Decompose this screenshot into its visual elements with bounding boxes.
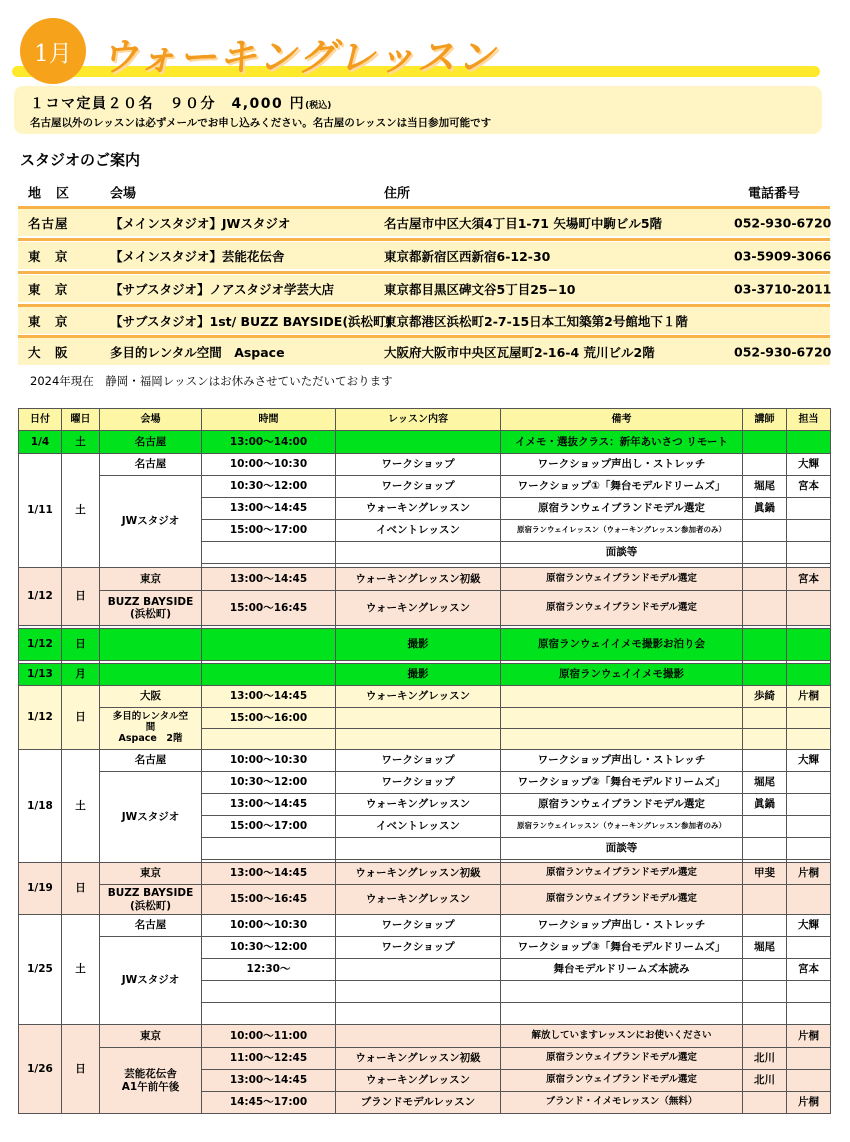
studio-area: 東 京 [28, 248, 69, 264]
instructor-cell [743, 542, 787, 564]
instructor-cell [743, 629, 787, 661]
table-row [19, 591, 831, 626]
studio-address: 名古屋市中区大須4丁目1-71 矢場町中駒ビル5階 [384, 215, 663, 231]
venue-line: BUZZ BAYSIDE [107, 887, 194, 900]
time-cell: 15:00～16:45 [202, 885, 336, 915]
staff-cell [787, 520, 831, 542]
lesson-cell: ワークショップ [336, 476, 501, 498]
venue-cell [100, 885, 202, 915]
studio-row [18, 209, 830, 236]
note-cell: 原宿ランウェイブランドモデル選定 [501, 591, 743, 626]
instructor-cell [743, 454, 787, 476]
info-box [14, 86, 822, 134]
studio-venue: 多目的レンタル空間 Aspace [110, 344, 285, 360]
weekday-cell: 日 [62, 1025, 100, 1114]
venue-cell: 東京 [100, 1025, 202, 1048]
instructor-cell [743, 520, 787, 542]
time-cell: 10:00～10:30 [202, 915, 336, 937]
lesson-cell [336, 981, 501, 1003]
time-cell [202, 838, 336, 860]
instructor-cell [743, 750, 787, 772]
time-cell: 13:00～14:00 [202, 431, 336, 454]
note-cell: 面談等 [501, 838, 743, 860]
staff-cell [787, 664, 831, 686]
instructor-cell [743, 1092, 787, 1114]
col-tel: 電話番号 [748, 186, 801, 202]
table-row [19, 863, 831, 885]
time-cell: 13:00～14:45 [202, 794, 336, 816]
note-cell: ワークショップ声出し・ストレッチ [501, 454, 743, 476]
venue-cell: 大阪 [100, 686, 202, 708]
col-date: 日付 [19, 409, 62, 431]
note-cell [501, 708, 743, 729]
studio-row [18, 275, 830, 302]
col-area: 地 区 [28, 186, 71, 202]
lesson-cell: ワークショップ [336, 915, 501, 937]
lesson-cell: ブランドモデルレッスン [336, 1092, 501, 1114]
studio-address: 東京都新宿区西新宿6-12-30 [384, 248, 551, 264]
lesson-cell [336, 1003, 501, 1025]
instructor-cell: 甲斐 [743, 863, 787, 885]
staff-cell [787, 708, 831, 729]
table-row [19, 937, 831, 959]
instructor-cell [743, 708, 787, 729]
note-cell: 原宿ランウェイブランドモデル選定 [501, 863, 743, 885]
weekday-cell: 土 [62, 915, 100, 1025]
lesson-cell: ウォーキングレッスン [336, 794, 501, 816]
staff-cell [787, 729, 831, 750]
note-cell: ワークショップ声出し・ストレッチ [501, 750, 743, 772]
instructor-cell: 歩綺 [743, 686, 787, 708]
time-cell: 11:00～12:45 [202, 1048, 336, 1070]
staff-cell [787, 1003, 831, 1025]
weekday-cell: 土 [62, 431, 100, 454]
venue-line: 多目的レンタル空 [112, 711, 189, 723]
note-cell: 解放していますレッスンにお使いください [501, 1025, 743, 1048]
note-cell: 面談等 [501, 542, 743, 564]
instructor-cell [743, 1003, 787, 1025]
time-cell: 15:00～17:00 [202, 520, 336, 542]
staff-cell: 大輝 [787, 915, 831, 937]
instructor-cell: 北川 [743, 1070, 787, 1092]
weekday-cell: 土 [62, 454, 100, 568]
venue-cell: 名古屋 [100, 915, 202, 937]
tax-label: (税込) [305, 101, 332, 111]
note-cell [501, 686, 743, 708]
venue-line: BUZZ BAYSIDE [107, 595, 194, 608]
staff-cell [787, 838, 831, 860]
instructor-cell [743, 431, 787, 454]
lesson-cell [336, 431, 501, 454]
lesson-cell: ウォーキングレッスン初級 [336, 568, 501, 591]
note-cell: 原宿ランウェイレッスン（ウォーキングレッスン参加者のみ） [501, 816, 743, 838]
time-cell [202, 981, 336, 1003]
note-cell: ワークショップ声出し・ストレッチ [501, 915, 743, 937]
studio-table-header [18, 178, 830, 206]
studio-tel: 052-930-6720 [734, 215, 832, 230]
instructor-cell [743, 959, 787, 981]
table-row [19, 686, 831, 708]
instructor-cell: 眞鍋 [743, 498, 787, 520]
note-cell: 原宿ランウェイブランドモデル選定 [501, 1048, 743, 1070]
time-cell: 15:00～16:45 [202, 591, 336, 626]
instructor-cell [743, 1025, 787, 1048]
month-badge [20, 18, 86, 84]
col-venue: 会場 [100, 409, 202, 431]
staff-cell [787, 937, 831, 959]
venue-cell [100, 708, 202, 750]
staff-cell [787, 816, 831, 838]
lesson-cell: ワークショップ [336, 454, 501, 476]
weekday-cell: 日 [62, 863, 100, 915]
time-cell [202, 1003, 336, 1025]
studio-area: 大 阪 [28, 344, 69, 360]
instructor-cell: 堀尾 [743, 772, 787, 794]
staff-cell [787, 591, 831, 626]
venue-cell: 名古屋 [100, 431, 202, 454]
lesson-cell: ウォーキングレッスン [336, 686, 501, 708]
lesson-cell: ウォーキングレッスン初級 [336, 1048, 501, 1070]
lesson-cell [336, 959, 501, 981]
col-notes: 備考 [501, 409, 743, 431]
time-cell [202, 629, 336, 661]
venue-line: (浜松町) [129, 608, 172, 620]
price-text: １コマ定員２０名 ９０分 4,000 円 [30, 96, 306, 112]
note-cell: ブランド・イメモレッスン（無料） [501, 1092, 743, 1114]
col-instructor: 講師 [743, 409, 787, 431]
venue-cell: 名古屋 [100, 750, 202, 772]
lesson-cell [336, 708, 501, 729]
venue-cell [100, 591, 202, 626]
date-cell: 1/11 [19, 454, 62, 568]
note-cell: ワークショップ③「舞台モデルドリームズ」 [501, 937, 743, 959]
weekday-cell: 日 [62, 568, 100, 626]
divider [18, 271, 830, 274]
staff-cell [787, 542, 831, 564]
lesson-cell: 撮影 [336, 629, 501, 661]
table-row [19, 1025, 831, 1048]
time-cell: 10:30～12:00 [202, 476, 336, 498]
weekday-cell: 月 [62, 664, 100, 686]
staff-cell: 宮本 [787, 959, 831, 981]
venue-cell: 東京 [100, 568, 202, 591]
col-staff: 担当 [787, 409, 831, 431]
staff-cell [787, 772, 831, 794]
staff-cell: 片桐 [787, 863, 831, 885]
schedule-table [18, 408, 831, 1114]
staff-cell [787, 885, 831, 915]
time-cell: 15:00～16:00 [202, 708, 336, 729]
time-cell: 13:00～14:45 [202, 498, 336, 520]
time-cell: 10:30～12:00 [202, 772, 336, 794]
time-cell: 13:00～14:45 [202, 1070, 336, 1092]
studio-area: 東 京 [28, 281, 69, 297]
weekday-cell: 日 [62, 629, 100, 661]
venue-line: 間 [145, 722, 156, 734]
instructor-cell [743, 568, 787, 591]
studio-row [18, 242, 830, 269]
studio-row [18, 338, 830, 365]
note-cell: ワークショップ①「舞台モデルドリームズ」 [501, 476, 743, 498]
time-cell: 10:30～12:00 [202, 937, 336, 959]
instructor-cell [743, 591, 787, 626]
studio-area: 名古屋 [28, 215, 69, 231]
staff-cell: 片桐 [787, 686, 831, 708]
instructor-cell: 堀尾 [743, 476, 787, 498]
note-cell: 原宿ランウェイブランドモデル選定 [501, 1070, 743, 1092]
studio-address: 東京都港区浜松町2-7-15日本工知築第2号館地下１階 [384, 313, 688, 329]
time-cell: 13:00～14:45 [202, 863, 336, 885]
table-row [19, 1048, 831, 1070]
closure-notice: 2024年現在 静岡・福岡レッスンはお休みさせていただいております [30, 374, 393, 388]
staff-cell [787, 431, 831, 454]
table-row [19, 454, 831, 476]
venue-cell [100, 1048, 202, 1114]
lesson-cell: ワークショップ [336, 750, 501, 772]
date-cell: 1/4 [19, 431, 62, 454]
lesson-cell: イベントレッスン [336, 816, 501, 838]
venue-cell [100, 664, 202, 686]
price-line [30, 93, 331, 113]
lesson-cell: ワークショップ [336, 937, 501, 959]
venue-line: (浜松町) [129, 899, 172, 912]
lesson-cell: ウォーキングレッスン [336, 591, 501, 626]
venue-cell [100, 629, 202, 661]
staff-cell [787, 981, 831, 1003]
note-cell: 原宿ランウェイブランドモデル選定 [501, 885, 743, 915]
staff-cell: 片桐 [787, 1025, 831, 1048]
staff-cell [787, 1048, 831, 1070]
col-weekday: 曜日 [62, 409, 100, 431]
time-cell [202, 664, 336, 686]
time-cell: 14:45～17:00 [202, 1092, 336, 1114]
lesson-cell: ウォーキングレッスン [336, 1070, 501, 1092]
note-cell: 原宿ランウェイイメモ撮影 [501, 664, 743, 686]
venue-cell: 名古屋 [100, 454, 202, 476]
studio-venue: 【サブスタジオ】ノアスタジオ学芸大店 [110, 281, 335, 297]
staff-cell [787, 629, 831, 661]
date-cell: 1/13 [19, 664, 62, 686]
studio-heading: スタジオのご案内 [20, 151, 141, 169]
note-cell [501, 981, 743, 1003]
studio-venue: 【サブスタジオ】1st/ BUZZ BAYSIDE(浜松町) [110, 313, 392, 329]
time-cell: 10:00～11:00 [202, 1025, 336, 1048]
venue-cell: JWスタジオ [100, 476, 202, 568]
col-address: 住所 [384, 186, 411, 202]
time-cell [202, 729, 336, 750]
staff-cell: 片桐 [787, 1092, 831, 1114]
lesson-cell [336, 1025, 501, 1048]
instructor-cell: 眞鍋 [743, 794, 787, 816]
time-cell [202, 542, 336, 564]
venue-line: Aspace 2階 [118, 732, 183, 744]
note-cell: 原宿ランウェイブランドモデル選定 [501, 498, 743, 520]
table-row [19, 431, 831, 454]
weekday-cell: 日 [62, 686, 100, 750]
note-cell: 原宿ランウェイレッスン（ウォーキングレッスン参加者のみ） [501, 520, 743, 542]
venue-cell: JWスタジオ [100, 937, 202, 1025]
table-row [19, 568, 831, 591]
time-cell: 13:00～14:45 [202, 686, 336, 708]
staff-cell [787, 1070, 831, 1092]
col-lesson: レッスン内容 [336, 409, 501, 431]
date-cell: 1/18 [19, 750, 62, 863]
date-cell: 1/26 [19, 1025, 62, 1114]
staff-cell [787, 498, 831, 520]
venue-cell: JWスタジオ [100, 772, 202, 863]
lesson-cell [336, 542, 501, 564]
instructor-cell [743, 816, 787, 838]
application-note: 名古屋以外のレッスンは必ずメールでお申し込みください。名古屋のレッスンは当日参加可能です [30, 117, 492, 129]
time-cell: 12:30～ [202, 959, 336, 981]
instructor-cell: 堀尾 [743, 937, 787, 959]
table-row [19, 476, 831, 498]
venue-cell: 東京 [100, 863, 202, 885]
divider [18, 238, 830, 241]
note-cell [501, 729, 743, 750]
instructor-cell [743, 729, 787, 750]
time-cell: 15:00～17:00 [202, 816, 336, 838]
instructor-cell [743, 915, 787, 937]
date-cell: 1/25 [19, 915, 62, 1025]
lesson-cell: ウォーキングレッスン [336, 885, 501, 915]
staff-cell: 宮本 [787, 476, 831, 498]
instructor-cell [743, 885, 787, 915]
instructor-cell: 北川 [743, 1048, 787, 1070]
schedule-header-row [19, 409, 831, 431]
lesson-cell: ウォーキングレッスン [336, 498, 501, 520]
page-title: ウォーキングレッスン [100, 34, 497, 79]
studio-tel: 03-5909-3066 [734, 248, 832, 263]
studio-venue: 【メインスタジオ】JWスタジオ [110, 215, 291, 231]
studio-row [18, 307, 830, 334]
time-cell: 13:00～14:45 [202, 568, 336, 591]
staff-cell: 宮本 [787, 568, 831, 591]
lesson-cell: イベントレッスン [336, 520, 501, 542]
lesson-cell: ワークショップ [336, 772, 501, 794]
venue-line: 芸能花伝舎 [124, 1068, 177, 1081]
note-cell: イメモ・選抜クラス：新年あいさつ リモート [501, 431, 743, 454]
month-label: 1月 [34, 40, 72, 67]
studio-address: 東京都目黒区碑文谷5丁目25−10 [384, 281, 576, 297]
studio-tel: 052-930-6720 [734, 344, 832, 359]
studio-venue: 【メインスタジオ】芸能花伝舎 [110, 248, 285, 264]
staff-cell: 大輝 [787, 750, 831, 772]
weekday-cell: 土 [62, 750, 100, 863]
venue-line: A1午前午後 [121, 1080, 180, 1093]
studio-tel: 03-3710-2011 [734, 281, 832, 296]
studio-address: 大阪府大阪市中央区瓦屋町2-16-4 荒川ビル2階 [384, 344, 655, 360]
col-time: 時間 [202, 409, 336, 431]
note-cell: 舞台モデルドリームズ本読み [501, 959, 743, 981]
lesson-cell [336, 838, 501, 860]
lesson-cell: 撮影 [336, 664, 501, 686]
date-cell: 1/12 [19, 568, 62, 626]
table-row [19, 915, 831, 937]
table-row [19, 885, 831, 915]
time-cell: 10:00～10:30 [202, 454, 336, 476]
instructor-cell [743, 838, 787, 860]
table-row [19, 664, 831, 686]
note-cell: 原宿ランウェイイメモ撮影お泊り会 [501, 629, 743, 661]
table-row [19, 629, 831, 661]
instructor-cell [743, 981, 787, 1003]
date-cell: 1/19 [19, 863, 62, 915]
date-cell: 1/12 [19, 686, 62, 750]
note-cell: 原宿ランウェイブランドモデル選定 [501, 794, 743, 816]
staff-cell [787, 794, 831, 816]
table-row [19, 750, 831, 772]
note-cell [501, 1003, 743, 1025]
note-cell: 原宿ランウェイブランドモデル選定 [501, 568, 743, 591]
note-cell: ワークショップ②「舞台モデルドリームズ」 [501, 772, 743, 794]
table-row [19, 772, 831, 794]
date-cell: 1/12 [19, 629, 62, 661]
studio-area: 東 京 [28, 313, 69, 329]
lesson-cell: ウォーキングレッスン初級 [336, 863, 501, 885]
instructor-cell [743, 664, 787, 686]
staff-cell: 大輝 [787, 454, 831, 476]
lesson-cell [336, 729, 501, 750]
col-venue: 会場 [110, 186, 137, 202]
time-cell: 10:00～10:30 [202, 750, 336, 772]
table-row [19, 708, 831, 729]
